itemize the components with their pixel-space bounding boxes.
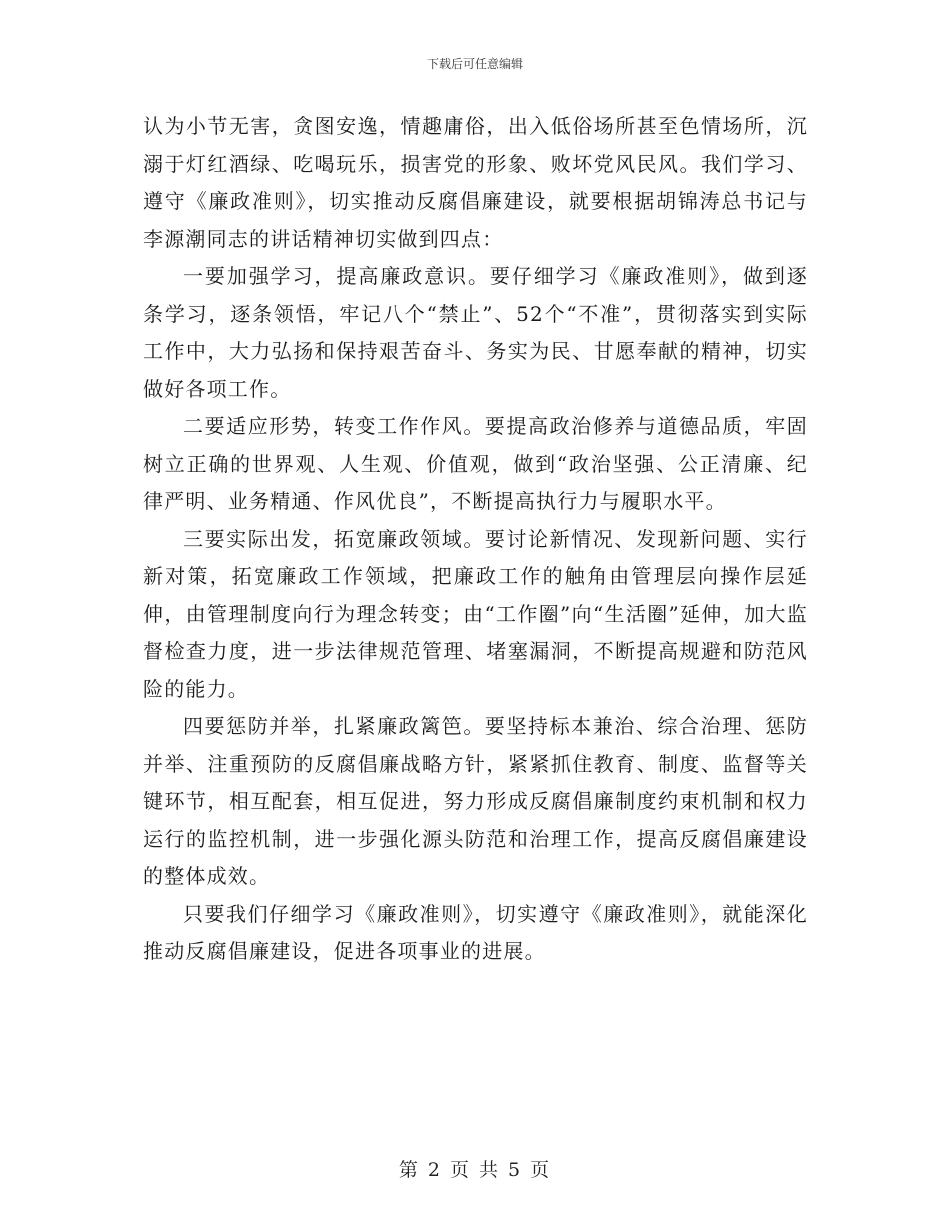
paragraph-point-3: 三要实际出发，拓宽廉政领域。要讨论新情况、发现新问题、实行新对策，拓宽廉政工作领域，把廉政工作的触角由管理层向操作层延伸，由管理制度向行为理念转变；由“工作圈”向“生活圈”延伸，加大监督检查力度，进一步法律规范管理、堵塞漏洞，不断提高规避和防范风险的能力。 bbox=[143, 526, 808, 701]
paragraph-conclusion: 只要我们仔细学习《廉政准则》，切实遵守《廉政准则》，就能深化推动反腐倡廉建设，促进各项事业的进展。 bbox=[143, 901, 808, 963]
paragraph-point-1: 一要加强学习，提高廉政意识。要仔细学习《廉政准则》，做到逐条学习，逐条领悟，牢记八个“禁止”、52个“不准”，贯彻落实到实际工作中，大力弘扬和保持艰苦奋斗、务实为民、甘愿奉献的精神，切实做好各项工作。 bbox=[143, 264, 808, 401]
page-number: 第 2 页 共 5 页 bbox=[398, 1159, 552, 1181]
paragraph-point-2: 二要适应形势，转变工作作风。要提高政治修养与道德品质，牢固树立正确的世界观、人生观、价值观，做到“政治坚强、公正清廉、纪律严明、业务精通、作风优良”，不断提高执行力与履职水平。 bbox=[143, 414, 808, 513]
paragraph-continued: 认为小节无害，贪图安逸，情趣庸俗，出入低俗场所甚至色情场所，沉溺于灯红酒绿、吃喝玩乐，损害党的形象、败坏党风民风。我们学习、遵守《廉政准则》，切实推动反腐倡廉建设，就要根据胡锦涛总书记与李源潮同志的讲话精神切实做到四点： bbox=[143, 114, 808, 251]
document-body bbox=[143, 108, 808, 971]
page-header: 下载后可任意编辑 bbox=[426, 57, 523, 71]
paragraph-point-4: 四要惩防并举，扎紧廉政篱笆。要坚持标本兼治、综合治理、惩防并举、注重预防的反腐倡廉战略方针，紧紧抓住教育、制度、监督等关键环节，相互配套，相互促进，努力形成反腐倡廉制度约束机制和权力运行的监控机制，进一步强化源头防范和治理工作，提高反腐倡廉建设的整体成效。 bbox=[143, 714, 808, 888]
